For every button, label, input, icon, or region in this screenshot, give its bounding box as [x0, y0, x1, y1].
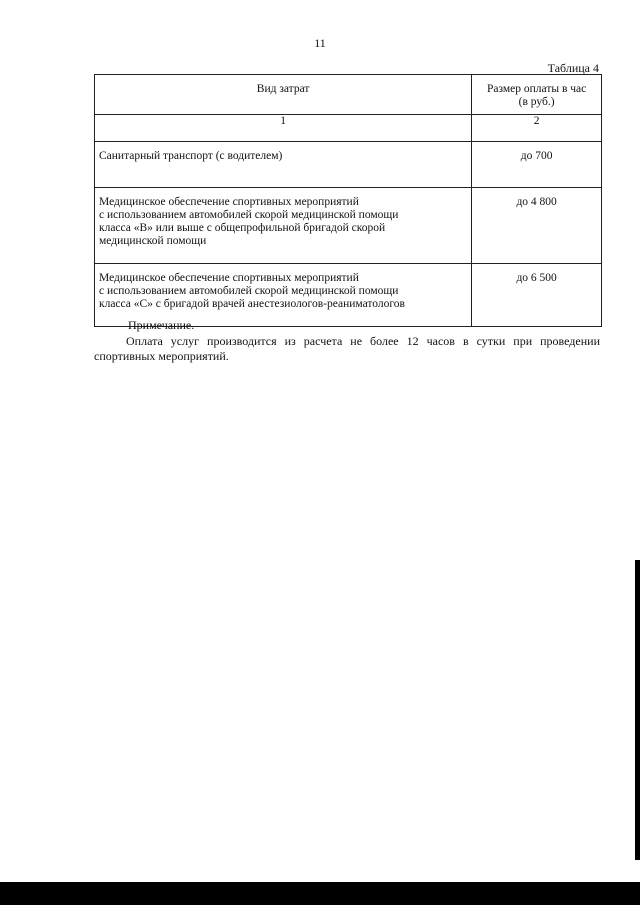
cost-type-line: Медицинское обеспечение спортивных мероприятий — [99, 272, 359, 284]
cost-type-line: Санитарный транспорт (с водителем) — [99, 150, 283, 162]
note-body: Оплата услуг производится из расчета не более 12 часов в сутки при проведении спортивных мероприятий. — [94, 334, 600, 363]
table-label: Таблица 4 — [547, 61, 599, 75]
rate-cell: до 6 500 — [472, 264, 602, 327]
header-hourly-rate-line2: (в руб.) — [518, 96, 555, 108]
column-number-1: 1 — [95, 115, 472, 142]
header-hourly-rate — [472, 75, 602, 115]
cost-type-line: класса «В» или выше с общепрофильной бригадой скорой — [99, 222, 386, 234]
cost-type-line: медицинской помощи — [99, 235, 207, 247]
cost-type-line: с использованием автомобилей скорой медицинской помощи — [99, 285, 399, 297]
table-row — [95, 188, 602, 264]
header-cost-type: Вид затрат — [95, 75, 472, 115]
rate-cell: до 700 — [472, 142, 602, 188]
page-number: 11 — [314, 36, 326, 50]
header-hourly-rate-line1: Размер оплаты в час — [486, 83, 587, 95]
cost-type-line: класса «С» с бригадой врачей анестезиологов-реаниматологов — [99, 298, 405, 310]
cost-type-line: с использованием автомобилей скорой медицинской помощи — [99, 209, 399, 221]
cost-type-cell — [95, 188, 472, 264]
scan-edge-shadow — [635, 560, 640, 860]
cost-type-line: Медицинское обеспечение спортивных мероприятий — [99, 196, 359, 208]
column-number-2: 2 — [472, 115, 602, 142]
note-title: Примечание. — [128, 318, 195, 332]
cost-table — [94, 74, 602, 327]
rate-cell: до 4 800 — [472, 188, 602, 264]
cost-type-cell — [95, 142, 472, 188]
scan-bottom-border — [0, 882, 640, 905]
table-row — [95, 142, 602, 188]
table-header-row — [95, 75, 602, 115]
table-numbering-row — [95, 115, 602, 142]
